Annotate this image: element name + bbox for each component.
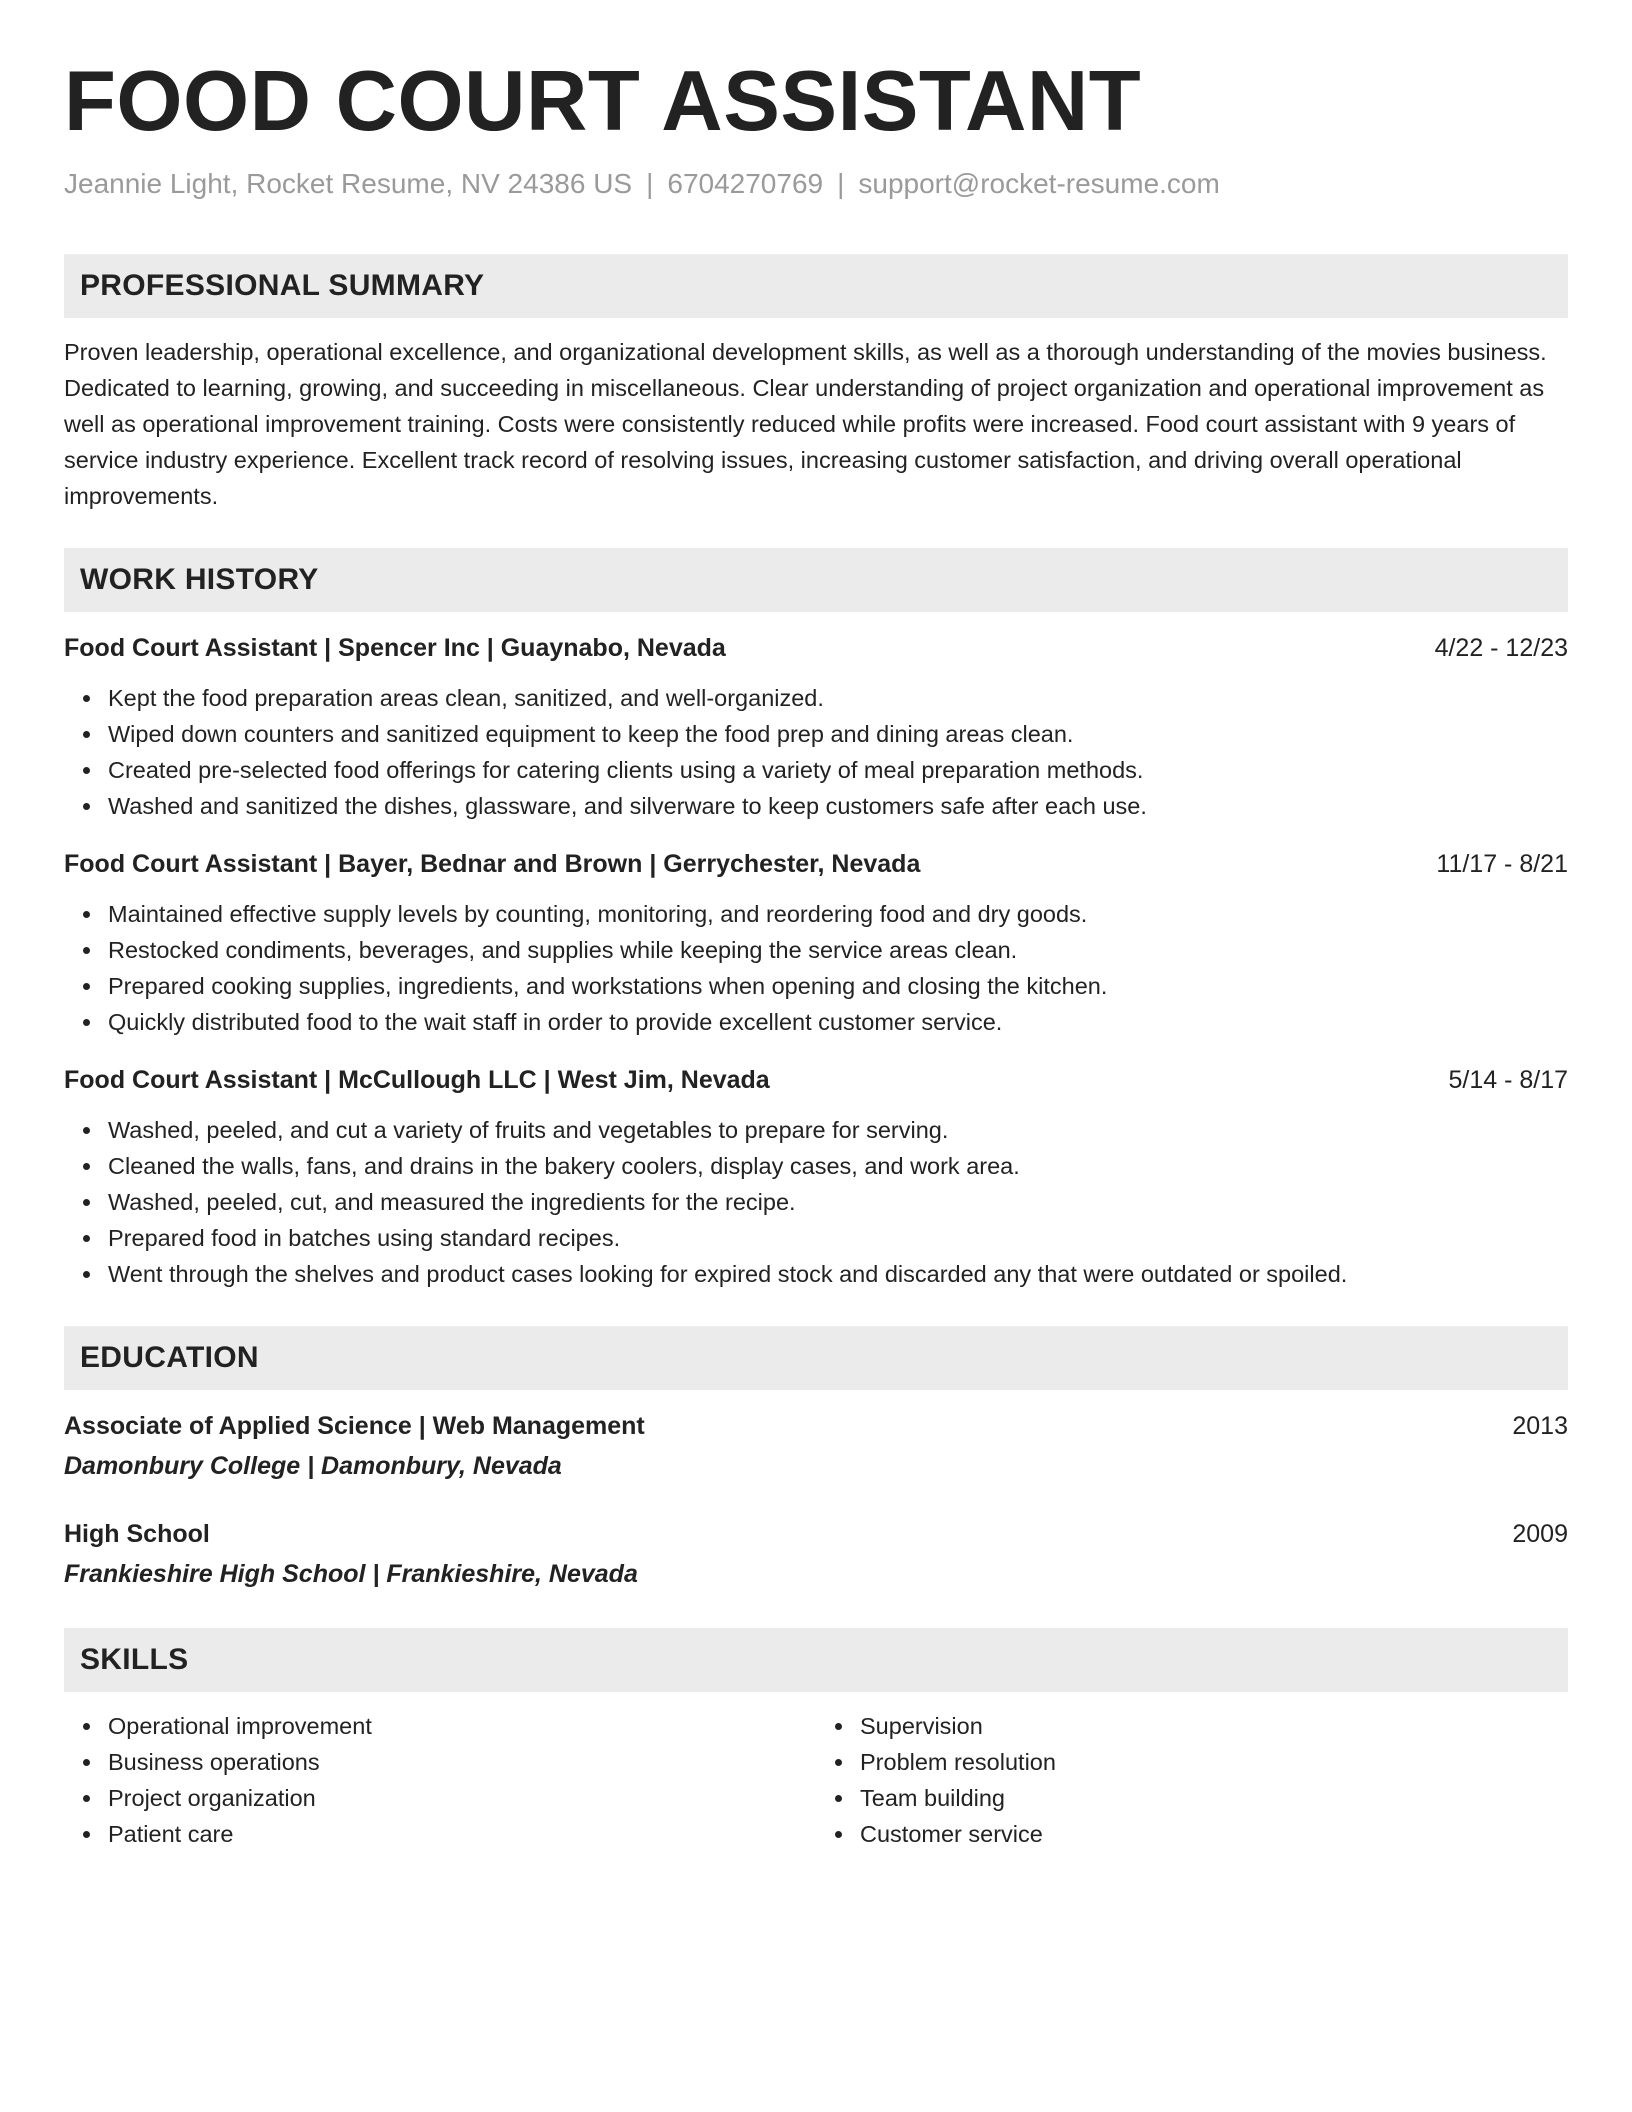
skill-item — [860, 1780, 1568, 1816]
job-title: Food Court Assistant | McCullough LLC | West Jim, Nevada — [64, 1066, 770, 1094]
bullet-icon — [83, 1019, 90, 1026]
duty-text: Cleaned the walls, fans, and drains in the bakery coolers, display cases, and work area. — [108, 1153, 1020, 1179]
job-entry — [64, 846, 1568, 1040]
duty-text: Washed, peeled, cut, and measured the ingredients for the recipe. — [108, 1189, 796, 1215]
education-school: Damonbury College | Damonbury, Nevada — [64, 1452, 562, 1480]
bullet-icon — [83, 1163, 90, 1170]
resume-title: FOOD COURT ASSISTANT — [64, 54, 1142, 149]
duty-item — [108, 1004, 1568, 1040]
job-dates: 4/22 - 12/23 — [1434, 634, 1568, 662]
duty-item — [108, 680, 1568, 716]
job-dates: 5/14 - 8/17 — [1448, 1066, 1568, 1094]
bullet-icon — [835, 1723, 842, 1730]
education-year: 2013 — [1512, 1412, 1568, 1440]
skill-item — [108, 1780, 816, 1816]
job-duties — [64, 1112, 1568, 1292]
bullet-icon — [83, 1759, 90, 1766]
job-entry — [64, 1062, 1568, 1292]
duty-item — [108, 896, 1568, 932]
skill-item — [108, 1816, 816, 1852]
skills-list — [64, 1708, 1568, 1852]
contact-line — [64, 166, 1568, 202]
duty-item — [108, 788, 1568, 824]
bullet-icon — [83, 767, 90, 774]
education-degree: Associate of Applied Science | Web Management — [64, 1412, 645, 1440]
education-year: 2009 — [1512, 1520, 1568, 1548]
skill-item — [860, 1708, 1568, 1744]
section-heading-summary: PROFESSIONAL SUMMARY — [64, 254, 1568, 318]
duty-item — [108, 752, 1568, 788]
bullet-icon — [83, 731, 90, 738]
bullet-icon — [83, 695, 90, 702]
skill-text: Patient care — [108, 1821, 234, 1847]
duty-text: Quickly distributed food to the wait staff in order to provide excellent customer service. — [108, 1009, 1003, 1035]
resume-page — [64, 52, 1568, 1852]
duty-item — [108, 716, 1568, 752]
duty-item — [108, 1112, 1568, 1148]
duty-text: Prepared food in batches using standard recipes. — [108, 1225, 621, 1251]
section-heading-education: EDUCATION — [64, 1326, 1568, 1390]
duty-text: Wiped down counters and sanitized equipment to keep the food prep and dining areas clean. — [108, 721, 1074, 747]
skill-text: Business operations — [108, 1749, 320, 1775]
skill-item — [108, 1708, 816, 1744]
skill-text: Project organization — [108, 1785, 316, 1811]
job-title: Food Court Assistant | Bayer, Bednar and Brown | Gerrychester, Nevada — [64, 850, 921, 878]
duty-text: Kept the food preparation areas clean, sanitized, and well-organized. — [108, 685, 824, 711]
bullet-icon — [835, 1759, 842, 1766]
bullet-icon — [83, 1235, 90, 1242]
education-entry — [64, 1516, 1568, 1592]
education-entry — [64, 1408, 1568, 1484]
contact-phone: 6704270769 — [667, 168, 824, 199]
skill-item — [860, 1744, 1568, 1780]
job-duties — [64, 896, 1568, 1040]
bullet-icon — [83, 1831, 90, 1838]
bullet-icon — [83, 947, 90, 954]
skill-text: Supervision — [860, 1713, 983, 1739]
job-title: Food Court Assistant | Spencer Inc | Guaynabo, Nevada — [64, 634, 726, 662]
skill-text: Customer service — [860, 1821, 1043, 1847]
skill-text: Operational improvement — [108, 1713, 372, 1739]
bullet-icon — [83, 911, 90, 918]
skill-item — [108, 1744, 816, 1780]
duty-text: Restocked condiments, beverages, and supplies while keeping the service areas clean. — [108, 937, 1018, 963]
contact-separator: | — [646, 168, 654, 199]
duty-item — [108, 932, 1568, 968]
contact-email: support@rocket-resume.com — [858, 168, 1220, 199]
bullet-icon — [83, 1271, 90, 1278]
bullet-icon — [83, 1127, 90, 1134]
skills-column-left — [64, 1708, 816, 1852]
summary-text: Proven leadership, operational excellence, and organizational development skills, as well as a thorough understanding of the movies business. Dedicated to learning, growing, and succeeding in miscellaneous. Clear understanding of project organization and operational improvement as well as operational improvement training. Costs were consistently reduced while profits were increased. Food court assistant with 9 years of service industry experience. Excellent track record of resolving issues, increasing customer satisfaction, and driving overall operational improvements. — [64, 339, 1547, 509]
duty-item — [108, 1148, 1568, 1184]
duty-text: Washed and sanitized the dishes, glassware, and silverware to keep customers safe after each use. — [108, 793, 1147, 819]
bullet-icon — [835, 1831, 842, 1838]
education-school: Frankieshire High School | Frankieshire, Nevada — [64, 1560, 638, 1588]
skill-item — [860, 1816, 1568, 1852]
section-heading-work-history: WORK HISTORY — [64, 548, 1568, 612]
duty-item — [108, 1184, 1568, 1220]
contact-separator: | — [837, 168, 845, 199]
duty-text: Created pre-selected food offerings for catering clients using a variety of meal preparation methods. — [108, 757, 1144, 783]
job-entry — [64, 630, 1568, 824]
job-dates: 11/17 - 8/21 — [1436, 850, 1568, 878]
bullet-icon — [835, 1795, 842, 1802]
bullet-icon — [83, 983, 90, 990]
bullet-icon — [83, 803, 90, 810]
duty-item — [108, 968, 1568, 1004]
skill-text: Problem resolution — [860, 1749, 1056, 1775]
duty-text: Went through the shelves and product cases looking for expired stock and discarded any that were outdated or spoiled. — [108, 1261, 1348, 1287]
skills-column-right — [816, 1708, 1568, 1852]
duty-item — [108, 1256, 1568, 1292]
duty-item — [108, 1220, 1568, 1256]
bullet-icon — [83, 1723, 90, 1730]
duty-text: Washed, peeled, and cut a variety of fruits and vegetables to prepare for serving. — [108, 1117, 949, 1143]
education-degree: High School — [64, 1520, 210, 1548]
section-heading-skills: SKILLS — [64, 1628, 1568, 1692]
contact-address: Jeannie Light, Rocket Resume, NV 24386 US — [64, 168, 633, 199]
bullet-icon — [83, 1795, 90, 1802]
job-duties — [64, 680, 1568, 824]
bullet-icon — [83, 1199, 90, 1206]
duty-text: Maintained effective supply levels by counting, monitoring, and reordering food and dry goods. — [108, 901, 1088, 927]
skill-text: Team building — [860, 1785, 1006, 1811]
duty-text: Prepared cooking supplies, ingredients, and workstations when opening and closing the kitchen. — [108, 973, 1108, 999]
